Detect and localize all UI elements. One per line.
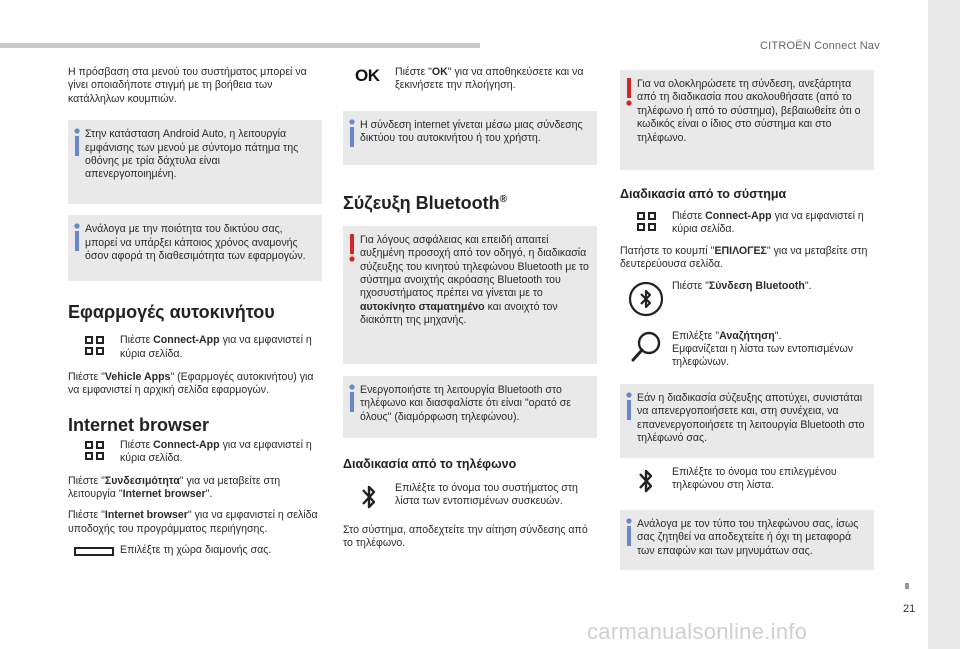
bluetooth-connect-icon	[620, 280, 672, 318]
grid-apps-icon	[620, 210, 672, 231]
step-text: Πιέστε "OK" για να αποθηκεύσετε και να ξεκινήσετε την πλοήγηση.	[395, 66, 584, 92]
watermark: carmanualsonline.info	[587, 619, 808, 644]
country-flag-icon	[68, 544, 120, 556]
warning-icon	[349, 234, 355, 262]
page-marker	[905, 583, 909, 589]
step-system-connect-app	[620, 210, 874, 237]
step-text: Επιλέξτε "Αναζήτηση". Εμφανίζεται η λίστα των εντοπισμένων τηλεφώνων.	[672, 329, 854, 369]
step-country	[68, 544, 322, 557]
step-text: Πιέστε "Σύνδεση Bluetooth".	[672, 279, 812, 292]
grid-apps-icon	[68, 439, 120, 460]
info-text: Ενεργοποιήστε τη λειτουργία Bluetooth στο τηλέφωνο και διασφαλίστε ότι είναι "ορατό σε όλους" (διαμόρφωση τηλεφώνου).	[360, 383, 572, 423]
column-1	[68, 66, 322, 558]
step-connectivity: Πιέστε "Συνδεσιμότητα" για να μεταβείτε στη λειτουργία "Internet browser".	[68, 474, 281, 501]
ok-button-icon: OK	[355, 66, 380, 85]
section-title-from-phone: Διαδικασία από το τηλέφωνο	[343, 456, 517, 471]
step-connect-app	[68, 334, 322, 361]
info-box-internet	[343, 111, 597, 165]
brand-label: CITROËN Connect Nav	[760, 40, 880, 52]
info-icon	[626, 392, 632, 420]
search-icon	[620, 330, 672, 364]
info-icon	[626, 518, 632, 546]
grid-apps-icon	[68, 334, 120, 355]
step-text: Πιέστε Connect-App για να εμφανιστεί η κύρια σελίδα.	[672, 210, 864, 236]
step-browser-connect-app	[68, 439, 322, 466]
warning-box-code: Για να ολοκληρώσετε τη σύνδεση, ανεξάρτητα από τη διαδικασία που ακολουθήσατε (από το τηλέφωνο ή από το σύστημα), βεβαιωθείτε ότι ο κωδικός είναι ο ίδιος στο σύστημα και στο τηλέφωνο.	[620, 70, 874, 170]
info-box-android-auto	[68, 120, 322, 204]
step-text: Πιέστε Connect-App για να εμφανιστεί η κύρια σελίδα.	[120, 438, 312, 465]
info-icon	[349, 384, 355, 412]
step-ok	[343, 66, 597, 93]
step-internet-browser: Πιέστε "Internet browser" για να εμφανιστεί η σελίδα υποδοχής του προγράμματος περιήγησης.	[68, 509, 318, 535]
step-text: Επιλέξτε το όνομα του συστήματος στη λίστα των εντοπισμένων συσκευών.	[395, 481, 578, 508]
section-title-pairing: Σύζευξη Bluetooth®	[343, 192, 507, 213]
warning-icon	[626, 78, 632, 106]
bluetooth-icon	[343, 482, 395, 512]
step-phone-select	[343, 482, 597, 512]
step-phone-accept: Στο σύστημα, αποδεχτείτε την αίτηση σύνδεσης από το τηλέφωνο.	[343, 523, 588, 550]
section-title-browser: Internet browser	[68, 414, 210, 435]
intro-text: Η πρόσβαση στα μενού του συστήματος μπορεί να γίνει οποιαδήποτε στιγμή με τη βοήθεια των κατάλληλων κουμπιών.	[68, 66, 307, 105]
section-title-from-system: Διαδικασία από το σύστημα	[620, 187, 787, 201]
page-number: 21	[903, 603, 916, 615]
info-text: Ανάλογα με τον τύπο του τηλεφώνου σας, ίσως σας ζητηθεί να αποδεχτείτε ή όχι τη μεταφορά των επαφών και των μηνυμάτων σας.	[637, 517, 859, 557]
step-text: Πιέστε Connect-App για να εμφανιστεί η κύρια σελίδα.	[120, 334, 312, 360]
info-box-network	[68, 215, 322, 281]
info-text: Εάν η διαδικασία σύζευξης αποτύχει, συνιστάται να απενεργοποιήσετε και, στη συνέχεια, να επανενεργοποιήσετε τη λειτουργία Bluetooth στο τηλέφωνό σας.	[637, 391, 865, 445]
info-box-visibility	[343, 376, 597, 438]
info-box-phone-type	[620, 510, 874, 570]
step-text: Επιλέξτε το όνομα του επιλεγμένου τηλεφώνου στη λίστα.	[672, 465, 837, 492]
step-select-phone	[620, 466, 874, 496]
column-2	[343, 66, 597, 551]
warning-box-safety: Για λόγους ασφάλειας και επειδή απαιτεί αυξημένη προσοχή από τον οδηγό, η διαδικασία σύζευξης του κινητού τηλεφώνου Bluetooth με το σύστημα ανοιχτής ακρόασης Bluetooth του ηχοσυστήματος πρέπει να γίνεται με το αυτοκίνητο σταματημένο και ανοιχτό τον διακόπτη της μηχανής.	[343, 226, 597, 364]
section-title-apps: Εφαρμογές αυτοκινήτου	[68, 302, 275, 323]
info-text: Η σύνδεση internet γίνεται μέσω μιας σύνδεσης δικτύου του αυτοκινήτου ή του χρήστη.	[360, 118, 583, 145]
step-bluetooth-connection	[620, 280, 874, 318]
column-3	[620, 66, 874, 570]
info-icon	[74, 223, 80, 251]
info-text: Ανάλογα με την ποιότητα του δικτύου σας, μπορεί να υπάρξει κάποιος χρόνος αναμονής όσον αφορά τη διαθεσιμότητα των εφαρμογών.	[85, 223, 306, 263]
step-text: Επιλέξτε τη χώρα διαμονής σας.	[120, 544, 272, 557]
header-rule	[0, 43, 480, 48]
step-options: Πατήστε το κουμπί "ΕΠΙΛΟΓΕΣ" για να μεταβείτε στη δευτερεύουσα σελίδα.	[620, 244, 868, 271]
bluetooth-icon	[620, 466, 672, 496]
info-icon	[349, 119, 355, 147]
page-side-strip	[928, 0, 960, 649]
step-vehicle-apps: Πιέστε "Vehicle Apps" (Εφαρμογές αυτοκινήτου) για να εμφανιστεί η αρχική σελίδα εφαρμογών.	[68, 371, 314, 397]
info-icon	[74, 128, 80, 156]
info-text: Στην κατάσταση Android Auto, η λειτουργία εμφάνισης των μενού με σύντομο πάτημα της οθόνης με τρία δάχτυλα είναι απενεργοποιημένη.	[85, 128, 299, 181]
step-search	[620, 330, 874, 370]
info-box-pairing-fail	[620, 384, 874, 458]
